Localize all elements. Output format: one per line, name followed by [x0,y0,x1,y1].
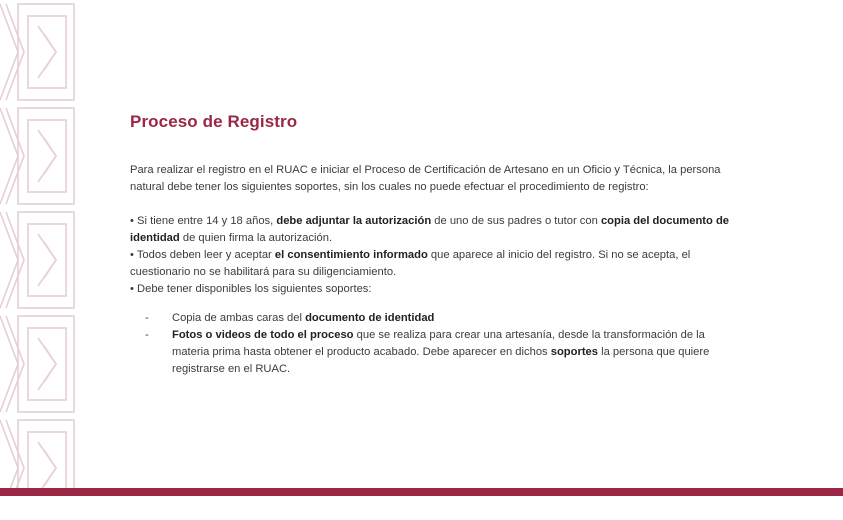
list-item-text: que se realiza para crear una artesanía, desde la transformación de la materia prima hasta obtener el producto acabado. Debe aparecer en dichos [172,329,705,358]
list-item-text: Copia de ambas caras del [172,312,306,324]
bullet-text: Debe tener disponibles los siguientes soportes: [137,283,372,295]
bullet-bold-text: copia del documento de identidad [130,215,730,244]
bullet-informed-consent [130,247,730,281]
list-item-process-photos [145,327,730,378]
list-item-bold-text: soportes [550,346,598,358]
pattern-line [6,212,24,308]
pattern-line [0,212,18,308]
pattern-line [38,234,56,286]
bullet-marker: • [130,283,134,295]
bullet-bold-text: el consentimiento informado [274,249,428,261]
bullet-text: que aparece al inicio del registro. Si no se acepta, el cuestionario no se habilitará para su diligenciamiento. [130,249,691,278]
bullet-text: Todos deben leer y aceptar [136,249,275,261]
geometric-border-pattern-icon [0,0,82,488]
bullet-bold-text: debe adjuntar la autorización [276,215,432,227]
pattern-line [38,26,56,78]
list-item-bold-text: documento de identidad [305,312,435,324]
document-content [130,112,730,378]
bullet-text: de uno de sus padres o tutor con [431,215,601,227]
footer [0,488,843,520]
pattern-line [38,130,56,182]
footer-accent-stripe [0,488,843,496]
pattern-line [6,4,24,100]
spacer [130,196,730,213]
pattern-line [0,108,18,204]
list-item-identity-copy [145,310,730,327]
bullet-text: de quien firma la autorización. [179,232,333,244]
list-item-text: la persona que quiere registrarse en el RUAC. [172,346,710,375]
bullet-required-supports [130,281,730,298]
pattern-line [6,108,24,204]
bullet-minor-authorization [130,213,730,247]
bullet-text: Si tiene entre 14 y 18 años, [137,215,277,227]
supports-list [130,310,730,378]
pattern-line [0,4,18,100]
pattern-line [0,316,18,412]
pattern-line [6,316,24,412]
intro-paragraph: Para realizar el registro en el RUAC e iniciar el Proceso de Certificación de Artesano en un Oficio y Técnica, la persona natural debe tener los siguientes soportes, sin los cuales no puede efectuar el procedimiento de registro: [130,164,721,193]
bullet-marker: • [130,249,134,261]
page-title: Proceso de Registro [130,112,298,131]
list-item-bold-text: Fotos o videos de todo el proceso [172,329,354,341]
dash-marker: - [145,329,149,341]
dash-marker: - [145,312,149,324]
pattern-line [38,338,56,390]
bullet-marker: • [130,215,134,227]
decorative-pattern [0,0,82,488]
